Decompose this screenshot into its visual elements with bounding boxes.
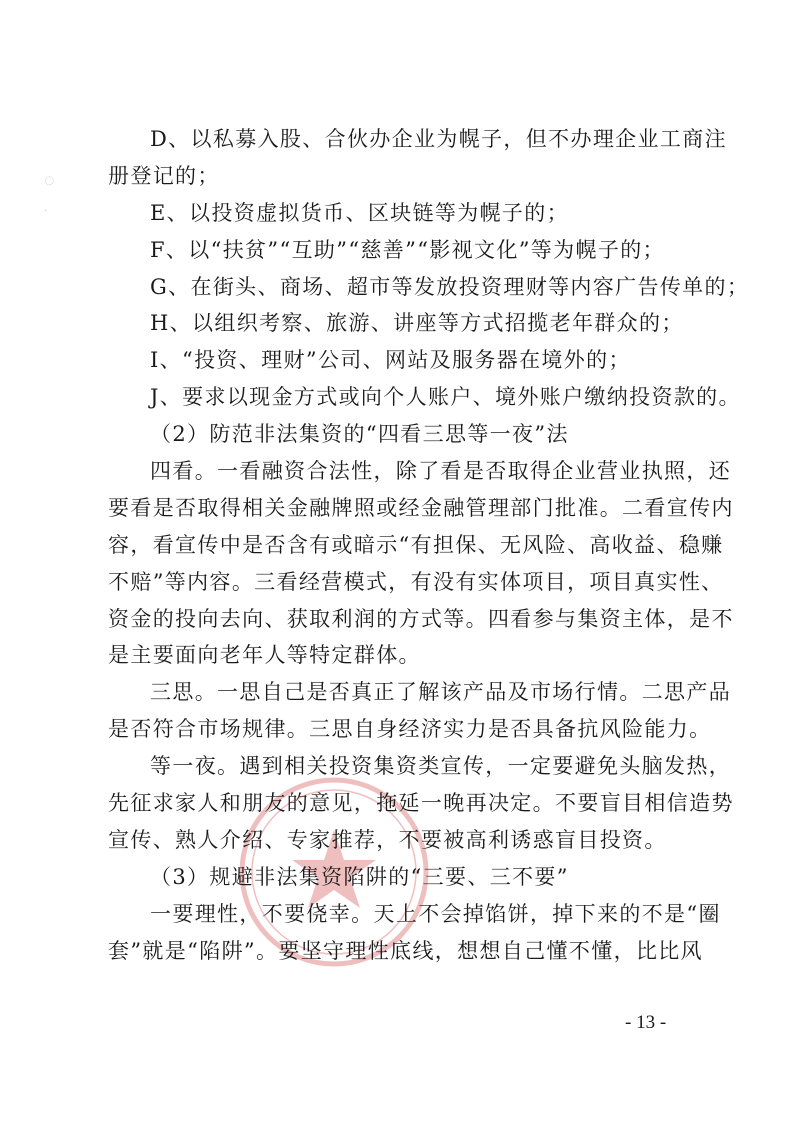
paragraph-line: 三思。一思自己是否真正了解该产品及市场行情。二思产品: [150, 680, 732, 705]
section-heading: （2）防范非法集资的“四看三思等一夜”法: [150, 422, 569, 447]
paragraph-line: I、“投资、理财”公司、网站及服务器在境外的；: [150, 348, 631, 373]
paragraph-line: 四看。一看融资合法性，除了看是否取得企业营业执照，还: [150, 459, 732, 484]
paragraph-line: 是主要面向老年人等特定群体。: [108, 643, 421, 668]
paragraph-line: 先征求家人和朋友的意见，拖延一晚再决定。不要盲目相信造势: [108, 791, 734, 816]
paragraph-line: 容，看宣传中是否含有或暗示“有担保、无风险、高收益、稳赚: [108, 532, 724, 557]
paragraph-line: 册登记的；: [108, 163, 220, 188]
paragraph-line: 资金的投向去向、获取利润的方式等。四看参与集资主体，是不: [108, 606, 734, 631]
margin-scan-mark: ◌: [44, 170, 55, 190]
paragraph-line: D、以私募入股、合伙办企业为幌子，但不办理企业工商注: [150, 127, 727, 151]
paragraph-line: G、在街头、商场、超市等发放投资理财等内容广告传单的；: [150, 274, 750, 299]
paragraph-line: 宣传、熟人介绍、专家推荐，不要被高利诱惑盲目投资。: [108, 827, 667, 852]
paragraph-line: 一要理性，不要侥幸。天上不会掉馅饼，掉下来的不是“圈: [150, 901, 721, 926]
paragraph-line: F、以“扶贫”“互助”“慈善”“影视文化”等为幌子的；: [150, 237, 665, 262]
paragraph-line: 是否符合市场规律。三思自身经济实力是否具备抗风险能力。: [108, 717, 712, 742]
paragraph-line: H、以组织考察、旅游、讲座等方式招揽老年群众的；: [150, 311, 684, 336]
paragraph-line: 等一夜。遇到相关投资集资类宣传，一定要避免头脑发热，: [150, 754, 732, 779]
section-heading: （3）规避非法集资陷阱的“三要、三不要”: [150, 864, 569, 889]
page-number: - 13 -: [625, 1012, 667, 1033]
paragraph-line: 要看是否取得相关金融牌照或经金融管理部门批准。二看宣传内: [108, 495, 734, 520]
paragraph-line: J、要求以现金方式或向个人账户、境外账户缴纳投资款的。: [150, 385, 741, 410]
document-body: [108, 121, 750, 969]
margin-scan-mark: ·: [44, 206, 48, 217]
paragraph-line: 不赔”等内容。三看经营模式，有没有实体项目，项目真实性、: [108, 569, 724, 594]
paragraph-line: E、以投资虚拟货币、区块链等为幌子的；: [150, 200, 569, 225]
paragraph-line: 套”就是“陷阱”。要坚守理性底线，想想自己懂不懂，比比风: [108, 938, 704, 963]
